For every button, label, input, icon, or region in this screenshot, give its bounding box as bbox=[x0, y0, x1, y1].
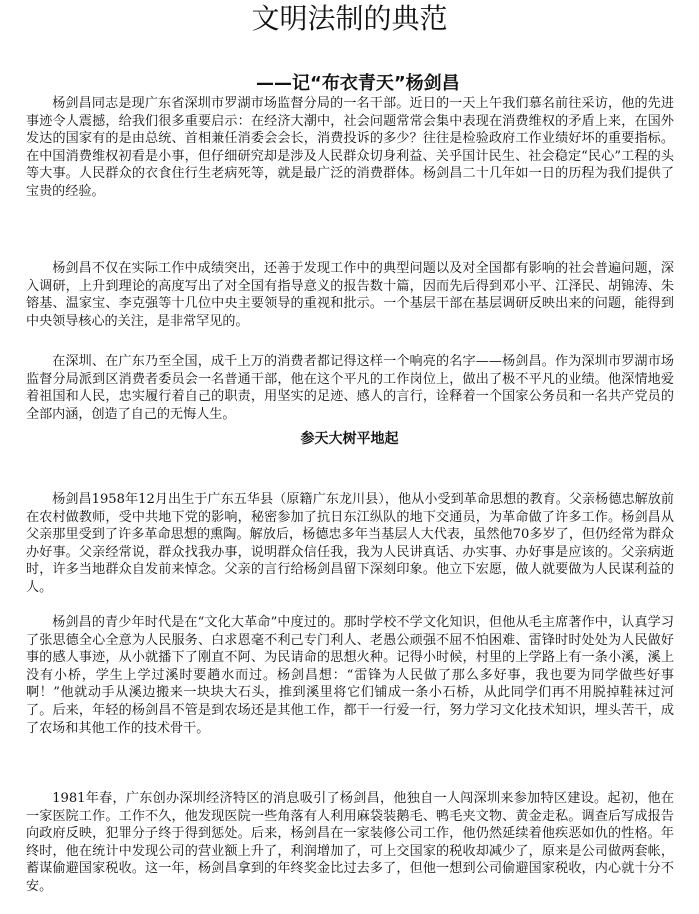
section-paragraph-1: 杨剑昌1958年12月出生于广东五华县（原籍广东龙川县），他从小受到革命思想的教育。父亲杨德忠解放前在农村做教师，受中共地下党的影响，秘密参加了抗日东江纵队的地下交通员，为革命做了许多工作。杨剑昌从父亲那里受到了许多革命思想的熏陶。解放后，杨德忠多年当基层人大代表，虽然他70多岁了，但仍经常为群众办好事。父亲经常说，群众找我办事，说明群众信任我，我为人民讲真话、办实事、办好事是应该的。父亲病逝时，许多当地群众自发前来悼念。父亲的言行给杨剑昌留下深刻印象。他立下宏愿，做人就要做为人民谋利益的人。 bbox=[26, 492, 674, 595]
document-title: 文明法制的典范 bbox=[251, 2, 448, 35]
intro-paragraph-1: 杨剑昌同志是现广东省深圳市罗湖市场监督分局的一名干部。近日的一天上午我们慕名前往采访，他的先进事迹令人震撼，给我们很多重要启示：在经济大潮中，社会问题常常会集中表现在消费维权的矛盾上来，在国外发达的国家有的是由总统、首相兼任消委会会长，消费投诉的多少？往往是检验政府工作业绩好坏的重要指标。在中国消费维权初看是小事，但仔细研究却是涉及人民群众切身利益、关乎国计民生、社会稳定“民心”工程的头等大事。人民群众的衣食住行生老病死等，就是最广泛的消费群体。杨剑昌二十几年如一日的历程为我们提供了宝贵的经验。 bbox=[26, 96, 674, 199]
section-heading: 参天大树平地起 bbox=[300, 431, 399, 447]
intro-paragraph-3: 在深圳、在广东乃至全国，成千上万的消费者都记得这样一个响亮的名字——杨剑昌。作为深圳市罗湖市场监督分局派到区消费者委员会一名普通干部，他在这个平凡的工作岗位上，做出了极不平凡的业绩。他深情地爱着祖国和人民，忠实履行着自己的职责，用坚实的足迹、感人的言行，诠释着一个国家公务员和一名共产党员的全部内涵，创造了自己的无悔人生。 bbox=[26, 354, 674, 422]
document-subtitle: ——记“布衣青天”杨剑昌 bbox=[256, 73, 460, 94]
section-paragraph-2: 杨剑昌的青少年时代是在“文化大革命”中度过的。那时学校不学文化知识，但他从毛主席著作中，认真学习了张思德全心全意为人民服务、白求恩毫不利己专门利人、老愚公顽强不屈不怕困难、雷锋时时处处为人民做好事的感人事迹，从小就播下了刚直不阿、为民请命的思想火种。记得小时候，村里的上学路上有一条小溪，溪上没有小桥，学生上学过溪时要趟水而过。杨剑昌想：“雷锋为人民做了那么多好事，我也要为同学做些好事啊！”他就动手从溪边搬来一块块大石头，推到溪里将它们铺成一条小石桥，从此同学们再不用脱掉鞋袜过河了。后来，年轻的杨剑昌不管是到农场还是其他工作，都干一行爱一行，努力学习文化技术知识，埋头苦干，成了农场和其他工作的技术骨干。 bbox=[26, 615, 674, 736]
intro-paragraph-2: 杨剑昌不仅在实际工作中成绩突出，还善于发现工作中的典型问题以及对全国都有影响的社会普遍问题，深入调研，上升到理论的高度写出了对全国有指导意义的报告数十篇，因而先后得到邓小平、江泽民、胡锦涛、朱镕基、温家宝、李克强等十几位中央主要领导的重视和批示。一个基层干部在基层调研反映出来的问题，能得到中央领导核心的关注，是非常罕见的。 bbox=[26, 261, 674, 329]
section-paragraph-3: 1981年春，广东创办深圳经济特区的消息吸引了杨剑昌，他独自一人闯深圳来参加特区建设。起初，他在一家医院工作。工作不久，他发现医院一些角落有人利用麻袋装鹅毛、鸭毛夹文物、黄金走私。调查后写成报告向政府反映，犯罪分子终于得到惩处。后来，杨剑昌在一家装修公司工作，他仍然延续着他疾恶如仇的性格。年终时，他在统计中发现公司的营业额上升了，利润增加了，可上交国家的税收却减少了，原来是公司做两套帐，蓄谋偷避国家税收。这一年，杨剑昌拿到的年终奖金比过去多了，但他一想到公司偷避国家税收，内心就十分不安。 bbox=[26, 791, 674, 894]
